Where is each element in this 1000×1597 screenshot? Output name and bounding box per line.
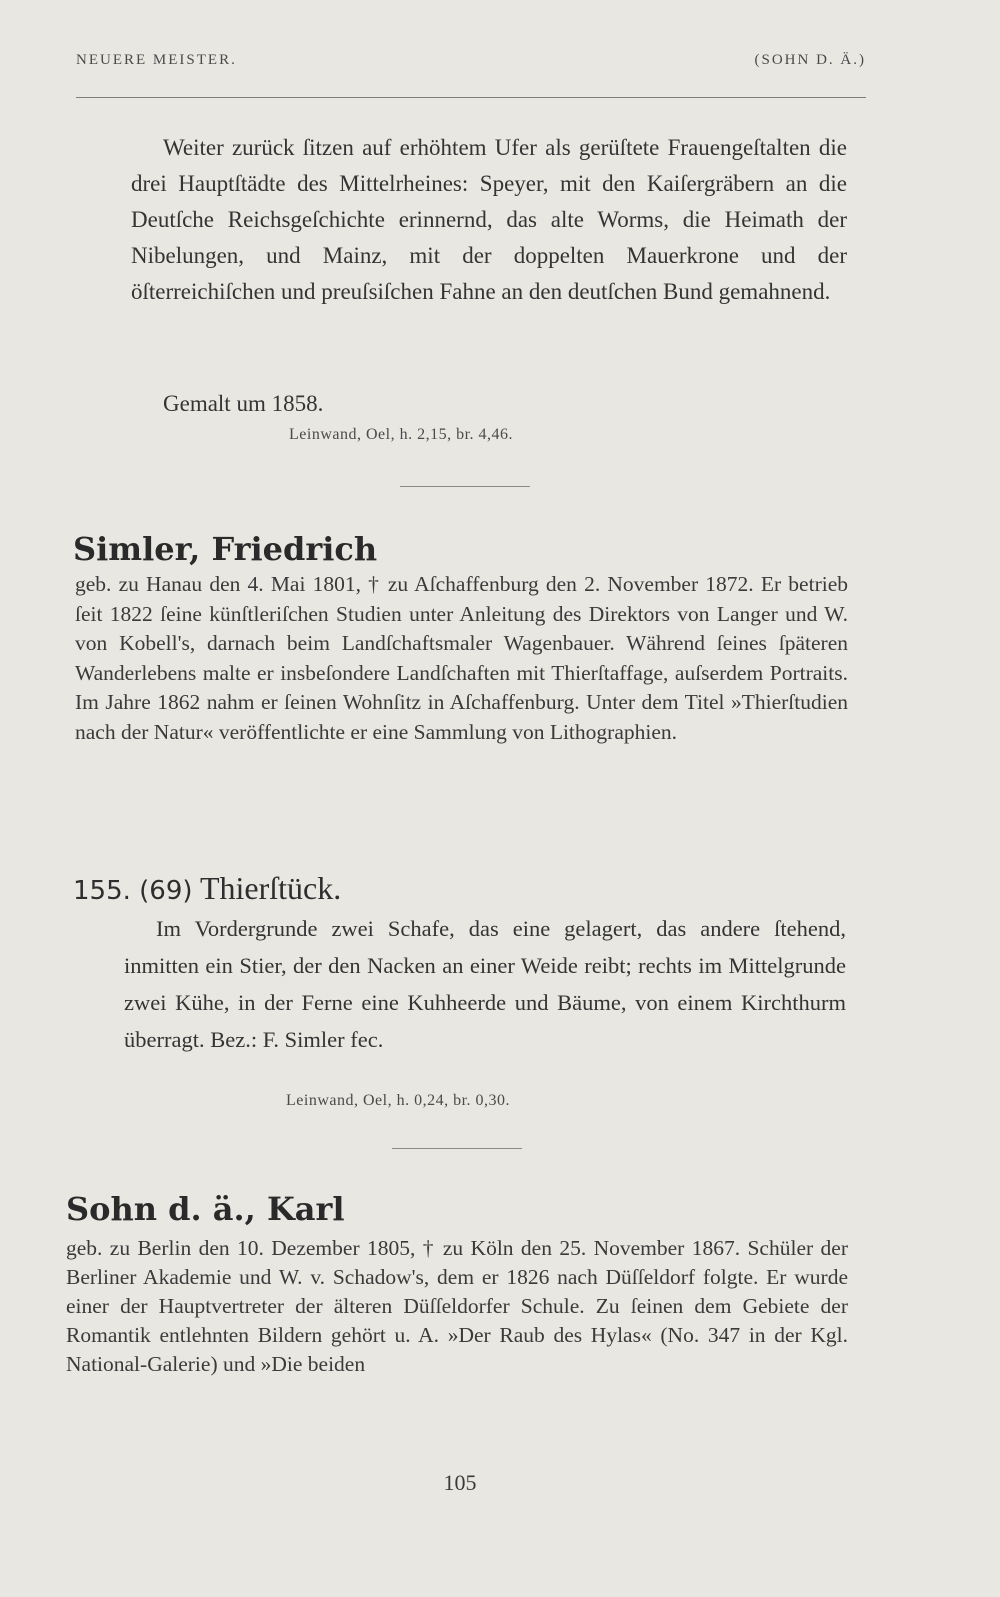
catalog-title: Thierſtück. [199, 870, 342, 906]
catalog-medium: Leinwand, Oel, h. 0,24, br. 0,30. [286, 1092, 511, 1109]
header-rule [76, 97, 866, 98]
page-number: 105 [443, 1470, 477, 1495]
continuation-medium: Leinwand, Oel, h. 2,15, br. 4,46. [289, 426, 514, 443]
running-head-right: (SOHN D. Ä.) [754, 52, 866, 68]
artist-heading-sohn: Sohn d. ä., Karl [66, 1190, 345, 1228]
catalog-number: 155. (69) [73, 876, 193, 906]
separator-rule [392, 1148, 522, 1149]
artist-heading-simler: Simler, Friedrich [73, 530, 378, 568]
artist-bio-simler: geb. zu Hanau den 4. Mai 1801, † zu Aſchaffenburg den 2. November 1872. Er betrieb ſeit 1822 ſeine künſtleriſchen Studien unter Anleitung des Direktors von Langer und W. von Kobell's, darnach beim Landſchaftsmaler Wagenbauer. Während ſeines ſpäteren Wanderlebens malte er insbeſondere Landſchaften mit Thierſtaffage, auſserdem Portraits. Im Jahre 1862 nahm er ſeinen Wohnſitz in Aſchaffenburg. Unter dem Titel »Thierſtudien nach der Natur« veröffentlichte er eine Sammlung von Lithographien. [75, 572, 848, 744]
running-head-left: NEUERE MEISTER. [76, 52, 237, 68]
artist-bio-sohn: geb. zu Berlin den 10. Dezember 1805, † zu Köln den 25. November 1867. Schüler der Berliner Akademie und W. v. Schadow's, dem er 1826 nach Düſſeldorf folgte. Er wurde einer der Hauptvertreter der älteren Düſſeldorfer Schule. Zu ſeinen dem Gebiete der Romantik entlehnten Bildern gehört u. A. »Der Raub des Hylas« (No. 347 in der Kgl. National-Galerie) und »Die beiden [66, 1236, 848, 1376]
painted-date: Gemalt um 1858. [163, 391, 324, 416]
continuation-paragraph: Weiter zurück ſitzen auf erhöhtem Ufer als gerüſtete Frauengeſtalten die drei Hauptſtädte des Mittelrheines: Speyer, mit den Kaiſergräbern an die Deutſche Reichsgeſchichte erinnernd, das alte Worms, die Heimath der Nibelungen, und Mainz, mit der doppelten Mauerkrone und der öſterreichiſchen und preuſsiſchen Fahne an den deutſchen Bund gemahnend. [131, 135, 847, 304]
running-head [76, 52, 866, 76]
separator-rule [400, 486, 530, 487]
catalog-entry-heading [73, 870, 341, 907]
catalog-description: Im Vordergrunde zwei Schafe, das eine gelagert, das andere ſtehend, inmitten ein Stier, der den Nacken an einer Weide reibt; rechts im Mittelgrunde zwei Kühe, in der Ferne eine Kuhheerde und Bäume, von einem Kirchthurm überragt. Bez.: F. Simler fec. [124, 916, 846, 1052]
